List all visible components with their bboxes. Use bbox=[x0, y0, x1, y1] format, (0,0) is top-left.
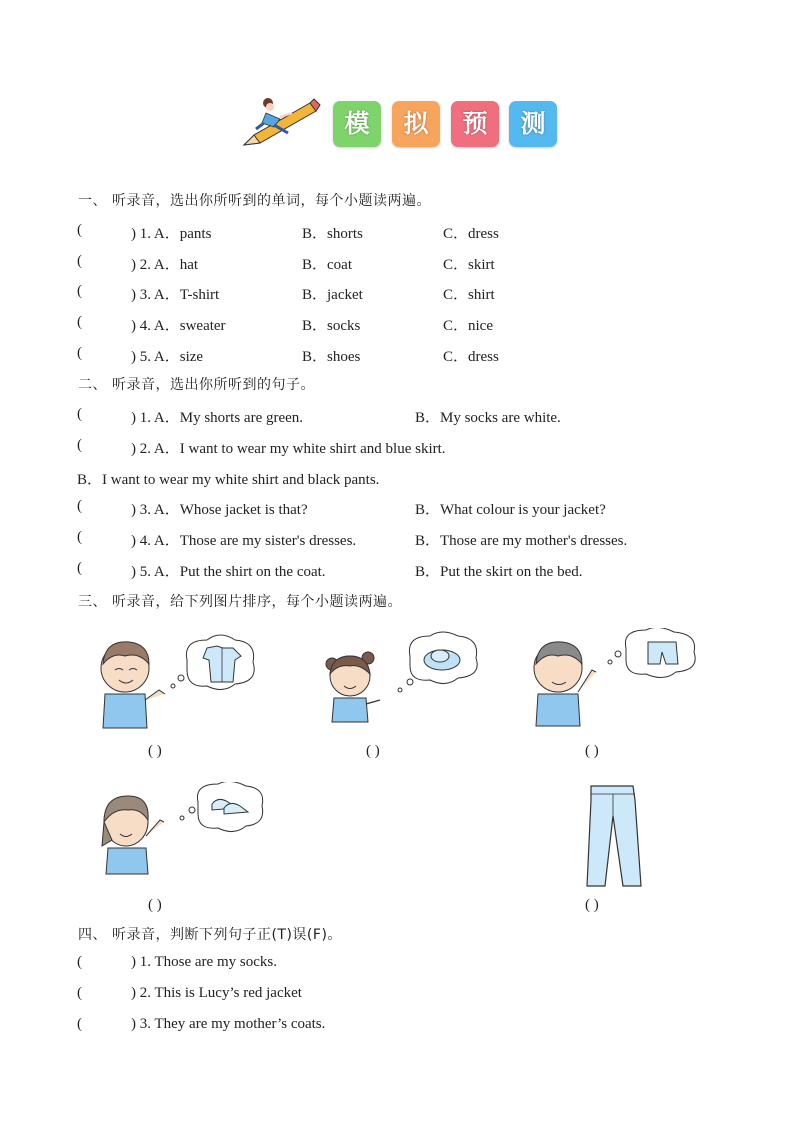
answer-paren[interactable]: ( bbox=[77, 560, 82, 576]
answer-paren[interactable]: ( bbox=[77, 283, 82, 299]
answer-paren[interactable]: ( bbox=[77, 314, 82, 330]
question-option-b: B．Those are my mother's dresses. bbox=[415, 533, 628, 549]
statement-text: ) 1. Those are my socks. bbox=[131, 954, 277, 970]
pants-picture bbox=[583, 782, 643, 890]
section3-heading: 三、 听录音，给下列图片排序，每个小题读两遍。 bbox=[78, 594, 402, 610]
title-char-2: 拟 bbox=[392, 101, 440, 147]
girl-hat-picture bbox=[322, 630, 482, 730]
girl-shoes-picture bbox=[100, 782, 265, 877]
question-option-b: B．What colour is your jacket? bbox=[415, 502, 606, 518]
question-option-c: C．skirt bbox=[443, 257, 495, 273]
pencil-girl-icon bbox=[240, 95, 322, 153]
question-option-a: ) 3. A．Whose jacket is that? bbox=[131, 502, 308, 518]
question-option-a: ) 5. A．Put the shirt on the coat. bbox=[131, 564, 326, 580]
answer-blank[interactable]: ( ) bbox=[585, 743, 599, 759]
answer-paren[interactable]: ( bbox=[77, 345, 82, 361]
answer-paren[interactable]: ( bbox=[77, 529, 82, 545]
title-char-3: 预 bbox=[451, 101, 499, 147]
statement-text: ) 3. They are my mother’s coats. bbox=[131, 1016, 326, 1032]
answer-paren[interactable]: ( bbox=[77, 253, 82, 269]
answer-paren[interactable]: ( bbox=[77, 985, 82, 1001]
question-option-c: C．shirt bbox=[443, 287, 495, 303]
question-option-a: ) 5. A．size bbox=[131, 349, 204, 365]
answer-blank[interactable]: ( ) bbox=[148, 743, 162, 759]
question-option-a: ) 4. A．Those are my sister's dresses. bbox=[131, 533, 357, 549]
question-option-a: ) 2. A．I want to wear my white shirt and blue skirt. bbox=[131, 441, 446, 457]
boy-shorts-picture bbox=[530, 628, 705, 728]
question-option-a: ) 1. A．My shorts are green. bbox=[131, 410, 304, 426]
statement-text: ) 2. This is Lucy’s red jacket bbox=[131, 985, 302, 1001]
answer-blank[interactable]: ( ) bbox=[585, 897, 599, 913]
answer-paren[interactable]: ( bbox=[77, 406, 82, 422]
question-option-b: B．My socks are white. bbox=[415, 410, 561, 426]
question-option-b: B．coat bbox=[302, 257, 352, 273]
question-option-c: C．nice bbox=[443, 318, 493, 334]
answer-paren[interactable]: ( bbox=[77, 222, 82, 238]
section2-heading: 二、 听录音，选出你所听到的句子。 bbox=[78, 377, 315, 393]
question-option-a: ) 1. A．pants bbox=[131, 226, 212, 242]
question-option-b: B．socks bbox=[302, 318, 361, 334]
question-option-c: C．dress bbox=[443, 349, 499, 365]
question-option-c: C．dress bbox=[443, 226, 499, 242]
answer-paren[interactable]: ( bbox=[77, 954, 82, 970]
answer-paren[interactable]: ( bbox=[77, 498, 82, 514]
question-option-a: ) 3. A．T-shirt bbox=[131, 287, 220, 303]
boy-shirt-picture bbox=[95, 630, 260, 730]
question-option-b: B．I want to wear my white shirt and black pants. bbox=[77, 472, 380, 488]
answer-paren[interactable]: ( bbox=[77, 1016, 82, 1032]
answer-blank[interactable]: ( ) bbox=[148, 897, 162, 913]
question-option-a: ) 2. A．hat bbox=[131, 257, 199, 273]
answer-paren[interactable]: ( bbox=[77, 437, 82, 453]
section4-heading: 四、 听录音，判断下列句子正(T)误(F)。 bbox=[78, 927, 342, 943]
section1-heading: 一、 听录音，选出你所听到的单词，每个小题读两遍。 bbox=[78, 193, 431, 209]
question-option-b: B．shorts bbox=[302, 226, 363, 242]
title-char-4: 测 bbox=[509, 101, 557, 147]
question-option-a: ) 4. A．sweater bbox=[131, 318, 226, 334]
question-option-b: B．shoes bbox=[302, 349, 361, 365]
question-option-b: B．jacket bbox=[302, 287, 363, 303]
title-char-1: 模 bbox=[333, 101, 381, 147]
question-option-b: B．Put the skirt on the bed. bbox=[415, 564, 583, 580]
answer-blank[interactable]: ( ) bbox=[366, 743, 380, 759]
